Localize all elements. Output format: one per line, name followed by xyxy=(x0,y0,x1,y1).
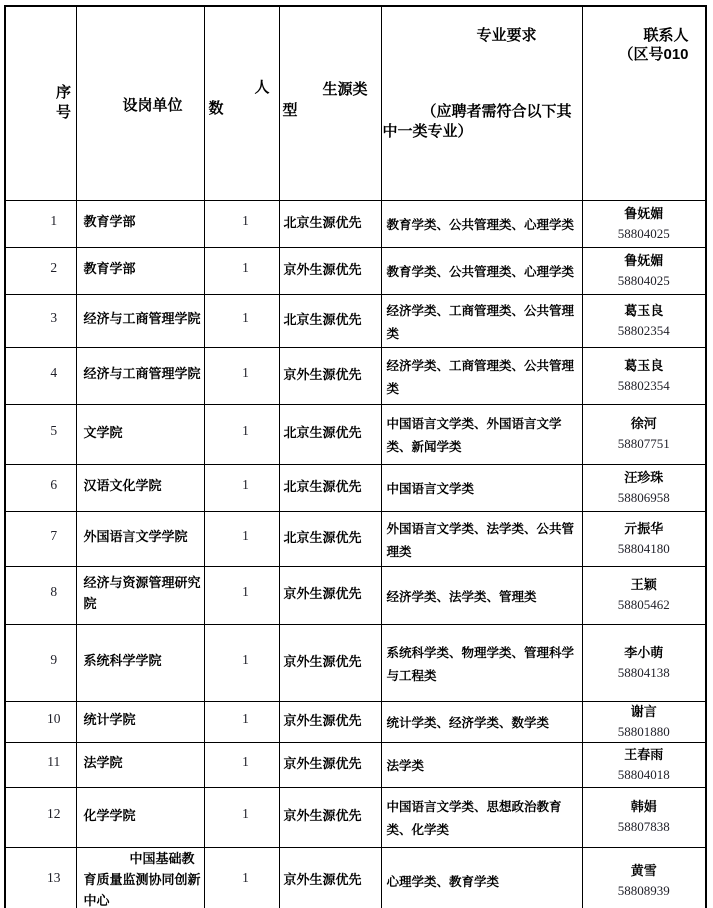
header-source-type-line1: 生源类 xyxy=(322,81,368,98)
majors-cell: 教育学类、公共管理类、心理学类 xyxy=(381,200,582,247)
contact-name: 葛玉良 xyxy=(624,302,664,318)
contact-phone: 58806958 xyxy=(617,489,670,505)
table-body xyxy=(5,200,706,908)
contact-name: 谢言 xyxy=(630,703,657,719)
count-cell: 1 xyxy=(204,847,279,908)
unit-cell: 化学学院 xyxy=(76,787,204,847)
header-row xyxy=(5,6,706,200)
row-index-cell: 7 xyxy=(5,511,76,566)
header-majors xyxy=(381,6,582,200)
unit-cell: 经济与工商管理学院 xyxy=(76,294,204,347)
unit-cell: 经济与资源管理研究院 xyxy=(76,566,204,624)
contact-phone: 58807838 xyxy=(617,819,670,834)
majors-cell: 经济学类、工商管理类、公共管理类 xyxy=(381,294,582,347)
majors-cell: 中国语言文学类、思想政治教育类、化学类 xyxy=(381,787,582,847)
contact-phone: 58804025 xyxy=(617,225,670,241)
count-cell: 1 xyxy=(204,247,279,294)
header-index-line1: 序 xyxy=(56,84,72,101)
contact-name: 汪珍珠 xyxy=(624,469,664,485)
source-type-cell: 北京生源优先 xyxy=(279,464,381,511)
contact-cell xyxy=(582,847,706,908)
count-cell: 1 xyxy=(204,566,279,624)
contact-name: 鲁妩媚 xyxy=(624,205,664,221)
row-index-cell: 4 xyxy=(5,347,76,404)
table-row xyxy=(5,464,706,511)
contact-cell xyxy=(582,624,706,701)
row-index-cell: 1 xyxy=(5,200,76,247)
majors-cell: 心理学类、教育学类 xyxy=(381,847,582,908)
row-index-cell: 12 xyxy=(5,787,76,847)
table-row xyxy=(5,200,706,247)
row-index-cell: 5 xyxy=(5,404,76,464)
recruitment-table xyxy=(4,5,707,908)
contact-name: 亓振华 xyxy=(624,520,664,536)
contact-name: 葛玉良 xyxy=(624,357,664,373)
contact-name: 鲁妩媚 xyxy=(624,252,664,268)
row-index-cell: 10 xyxy=(5,701,76,742)
unit-cell: 汉语文化学院 xyxy=(76,464,204,511)
majors-cell: 经济学类、工商管理类、公共管理类 xyxy=(381,347,582,404)
row-index-cell: 9 xyxy=(5,624,76,701)
header-contact-line1: 联系人 xyxy=(643,27,689,44)
header-count xyxy=(204,6,279,200)
contact-phone: 58801880 xyxy=(617,723,670,739)
contact-cell xyxy=(582,464,706,511)
header-count-line2: 数 xyxy=(208,100,224,117)
count-cell: 1 xyxy=(204,464,279,511)
contact-phone: 58802354 xyxy=(617,377,670,393)
row-index-cell: 8 xyxy=(5,566,76,624)
table-row xyxy=(5,742,706,787)
unit-cell: 教育学部 xyxy=(76,247,204,294)
source-type-cell: 京外生源优先 xyxy=(279,247,381,294)
unit-cell: 文学院 xyxy=(76,404,204,464)
contact-name: 韩娟 xyxy=(630,799,657,814)
table-row xyxy=(5,247,706,294)
source-type-cell: 京外生源优先 xyxy=(279,701,381,742)
header-count-line1: 人 xyxy=(254,79,270,96)
contact-phone: 58804018 xyxy=(617,766,670,782)
row-index-cell: 6 xyxy=(5,464,76,511)
majors-cell: 中国语言文学类、外国语言文学类、新闻学类 xyxy=(381,404,582,464)
count-cell: 1 xyxy=(204,200,279,247)
header-majors-note-line1: （应聘者需符合以下其 xyxy=(421,103,572,120)
source-type-cell: 京外生源优先 xyxy=(279,347,381,404)
unit-cell: 中国基础教育质量监测协同创新中心 xyxy=(76,847,204,908)
contact-phone: 58804025 xyxy=(617,272,670,288)
unit-cell: 经济与工商管理学院 xyxy=(76,347,204,404)
contact-cell xyxy=(582,701,706,742)
row-index-cell: 2 xyxy=(5,247,76,294)
contact-cell xyxy=(582,404,706,464)
table-row xyxy=(5,847,706,908)
count-cell: 1 xyxy=(204,787,279,847)
source-type-cell: 京外生源优先 xyxy=(279,624,381,701)
contact-name: 黄雪 xyxy=(630,862,657,878)
contact-cell xyxy=(582,347,706,404)
unit-cell: 统计学院 xyxy=(76,701,204,742)
count-cell: 1 xyxy=(204,294,279,347)
table-header xyxy=(5,6,706,200)
contact-phone: 58808939 xyxy=(617,882,670,898)
count-cell: 1 xyxy=(204,404,279,464)
contact-name: 王春雨 xyxy=(624,746,664,762)
contact-cell xyxy=(582,742,706,787)
table-row xyxy=(5,511,706,566)
table-row xyxy=(5,347,706,404)
count-cell: 1 xyxy=(204,701,279,742)
contact-cell xyxy=(582,787,706,847)
source-type-cell: 北京生源优先 xyxy=(279,404,381,464)
unit-cell: 教育学部 xyxy=(76,200,204,247)
count-cell: 1 xyxy=(204,511,279,566)
majors-cell: 教育学类、公共管理类、心理学类 xyxy=(381,247,582,294)
table-row xyxy=(5,624,706,701)
unit-cell: 系统科学学院 xyxy=(76,624,204,701)
header-contact xyxy=(582,6,706,200)
table-row xyxy=(5,787,706,847)
majors-cell: 外国语言文学类、法学类、公共管理类 xyxy=(381,511,582,566)
majors-cell: 经济学类、法学类、管理类 xyxy=(381,566,582,624)
row-index-cell: 3 xyxy=(5,294,76,347)
contact-name: 徐河 xyxy=(630,416,657,431)
contact-phone: 58802354 xyxy=(617,322,670,338)
majors-cell: 中国语言文学类 xyxy=(381,464,582,511)
contact-cell xyxy=(582,200,706,247)
source-type-cell: 京外生源优先 xyxy=(279,566,381,624)
row-index-cell: 13 xyxy=(5,847,76,908)
header-majors-note-line2: 中一类专业） xyxy=(382,123,473,140)
contact-phone: 58805462 xyxy=(617,597,670,612)
table-row xyxy=(5,404,706,464)
contact-phone: 58804138 xyxy=(617,664,670,680)
contact-name: 李小萌 xyxy=(624,644,664,660)
majors-cell: 系统科学类、物理学类、管理科学与工程类 xyxy=(381,624,582,701)
count-cell: 1 xyxy=(204,347,279,404)
source-type-cell: 北京生源优先 xyxy=(279,511,381,566)
source-type-cell: 京外生源优先 xyxy=(279,742,381,787)
count-cell: 1 xyxy=(204,742,279,787)
contact-cell xyxy=(582,566,706,624)
majors-cell: 统计学类、经济学类、数学类 xyxy=(381,701,582,742)
header-contact-line2: （区号010 xyxy=(618,46,689,63)
source-type-cell: 京外生源优先 xyxy=(279,847,381,908)
contact-cell xyxy=(582,247,706,294)
unit-cell: 法学院 xyxy=(76,742,204,787)
contact-cell xyxy=(582,294,706,347)
source-type-cell: 北京生源优先 xyxy=(279,200,381,247)
header-index-line2: 号 xyxy=(56,104,72,121)
table-row xyxy=(5,294,706,347)
contact-name: 王颖 xyxy=(630,577,657,592)
row-index-cell: 11 xyxy=(5,742,76,787)
header-source-type xyxy=(279,6,381,200)
source-type-cell: 北京生源优先 xyxy=(279,294,381,347)
contact-phone: 58804180 xyxy=(617,540,670,556)
header-source-type-line2: 型 xyxy=(282,102,298,119)
header-index xyxy=(5,6,76,200)
source-type-cell: 京外生源优先 xyxy=(279,787,381,847)
unit-cell: 外国语言文学学院 xyxy=(76,511,204,566)
table-row xyxy=(5,566,706,624)
table-row xyxy=(5,701,706,742)
contact-cell xyxy=(582,511,706,566)
majors-cell: 法学类 xyxy=(381,742,582,787)
contact-phone: 58807751 xyxy=(617,436,670,451)
count-cell: 1 xyxy=(204,624,279,701)
header-unit xyxy=(76,6,204,200)
header-unit-label: 设岗单位 xyxy=(122,97,183,114)
header-majors-title: 专业要求 xyxy=(476,27,537,44)
